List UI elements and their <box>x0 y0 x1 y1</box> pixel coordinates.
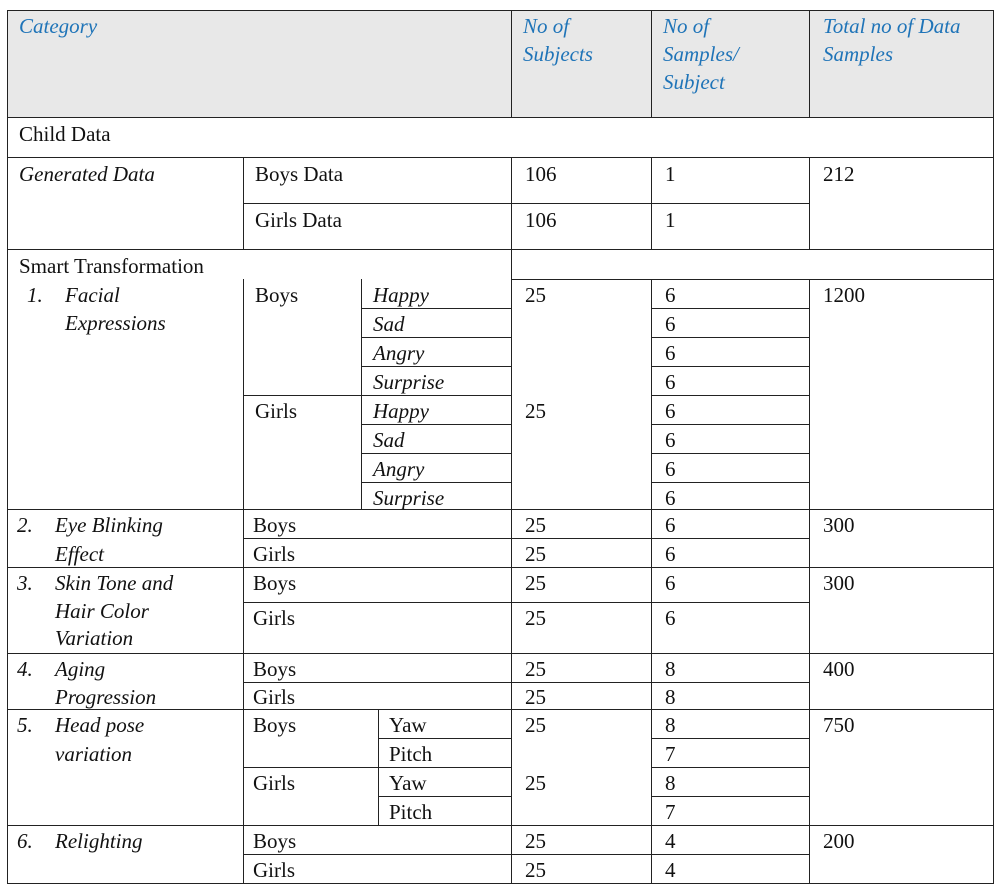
head-pose-gender: Boys <box>253 713 297 737</box>
table-border-top <box>7 10 994 11</box>
generated-subjects: 106 <box>525 208 557 232</box>
aging-name: Progression <box>55 685 157 709</box>
grid-line-v <box>809 10 810 118</box>
generated-samples: 1 <box>665 162 676 186</box>
skin_tone-name: Variation <box>55 626 134 650</box>
grid-line-v <box>511 10 512 118</box>
eye_blinking-gender: Boys <box>253 513 297 537</box>
expression-samples: 6 <box>665 428 676 452</box>
expression-samples: 6 <box>665 399 676 423</box>
pose-samples: 7 <box>665 800 676 824</box>
grid-line-h <box>243 602 810 603</box>
pose-name: Pitch <box>389 742 433 766</box>
head-pose-gender: Girls <box>253 771 295 795</box>
head-pose-number: 5. <box>17 713 33 737</box>
eye_blinking-samples: 6 <box>665 513 676 537</box>
expression-samples: 6 <box>665 283 676 307</box>
facial-name: Facial <box>65 283 120 307</box>
aging-name: Aging <box>55 657 106 681</box>
relighting-subjects: 25 <box>525 858 546 882</box>
head-pose-subjects: 25 <box>525 713 546 737</box>
grid-line-h <box>7 157 994 158</box>
relighting-gender: Girls <box>253 858 295 882</box>
relighting-number: 6. <box>17 829 33 853</box>
expression-name: Sad <box>373 428 405 452</box>
expression-name: Surprise <box>373 370 445 394</box>
expression-name: Angry <box>373 457 425 481</box>
header-subjects: No of <box>523 14 570 38</box>
facial-number: 1. <box>27 283 43 307</box>
aging-samples: 8 <box>665 685 676 709</box>
skin_tone-subjects: 25 <box>525 571 546 595</box>
pose-name: Pitch <box>389 800 433 824</box>
head-pose-total: 750 <box>823 713 855 737</box>
header-total-samples: Samples <box>823 42 893 66</box>
grid-line-h <box>7 653 994 654</box>
grid-line-h <box>243 767 512 768</box>
expression-samples: 6 <box>665 370 676 394</box>
header-subjects: Subjects <box>523 42 593 66</box>
header-samples-per-subject: Subject <box>663 70 725 94</box>
pose-samples: 7 <box>665 742 676 766</box>
grid-line-h <box>7 509 994 510</box>
eye_blinking-subjects: 25 <box>525 542 546 566</box>
head-pose-subjects: 25 <box>525 771 546 795</box>
section-smart-transformation: Smart Transformation <box>19 254 204 278</box>
aging-gender: Girls <box>253 685 295 709</box>
generated-group: Girls Data <box>255 208 342 232</box>
eye_blinking-total: 300 <box>823 513 855 537</box>
grid-line-h <box>511 279 994 280</box>
expression-samples: 6 <box>665 341 676 365</box>
aging-gender: Boys <box>253 657 297 681</box>
grid-line-v <box>243 567 244 654</box>
header-category: Category <box>19 14 98 38</box>
facial-subjects: 25 <box>525 283 546 307</box>
generated-total: 212 <box>823 162 855 186</box>
skin_tone-gender: Boys <box>253 571 297 595</box>
generated-subjects: 106 <box>525 162 557 186</box>
expression-samples: 6 <box>665 312 676 336</box>
facial-name: Expressions <box>65 311 166 335</box>
aging-subjects: 25 <box>525 685 546 709</box>
expression-name: Sad <box>373 312 405 336</box>
eye_blinking-gender: Girls <box>253 542 295 566</box>
skin_tone-total: 300 <box>823 571 855 595</box>
skin_tone-subjects: 25 <box>525 606 546 630</box>
grid-line-h <box>7 117 994 118</box>
pose-samples: 8 <box>665 771 676 795</box>
skin_tone-gender: Girls <box>253 606 295 630</box>
pose-name: Yaw <box>389 771 427 795</box>
pose-samples: 8 <box>665 713 676 737</box>
grid-line-v <box>511 567 512 654</box>
generated-group: Boys Data <box>255 162 344 186</box>
aging-subjects: 25 <box>525 657 546 681</box>
relighting-name: Relighting <box>55 829 143 853</box>
facial-gender: Boys <box>255 283 299 307</box>
header-total-samples: Total no of Data <box>823 14 961 38</box>
eye_blinking-samples: 6 <box>665 542 676 566</box>
pose-name: Yaw <box>389 713 427 737</box>
aging-samples: 8 <box>665 657 676 681</box>
grid-line-v <box>651 567 652 654</box>
aging-number: 4. <box>17 657 33 681</box>
grid-line-v <box>511 249 512 280</box>
expression-name: Angry <box>373 341 425 365</box>
header-samples-per-subject: No of <box>663 14 710 38</box>
relighting-samples: 4 <box>665 829 676 853</box>
eye_blinking-name: Effect <box>55 542 104 566</box>
relighting-samples: 4 <box>665 858 676 882</box>
eye_blinking-subjects: 25 <box>525 513 546 537</box>
table-border-right <box>993 10 994 884</box>
relighting-gender: Boys <box>253 829 297 853</box>
eye_blinking-number: 2. <box>17 513 33 537</box>
grid-line-h <box>7 567 994 568</box>
facial-subjects: 25 <box>525 399 546 423</box>
skin_tone-name: Skin Tone and <box>55 571 174 595</box>
generated-samples: 1 <box>665 208 676 232</box>
relighting-subjects: 25 <box>525 829 546 853</box>
expression-samples: 6 <box>665 457 676 481</box>
relighting-total: 200 <box>823 829 855 853</box>
head-pose-name: variation <box>55 742 132 766</box>
skin_tone-samples: 6 <box>665 606 676 630</box>
eye_blinking-name: Eye Blinking <box>55 513 163 537</box>
expression-samples: 6 <box>665 486 676 510</box>
table-border-bottom <box>7 883 994 884</box>
expression-name: Surprise <box>373 486 445 510</box>
grid-line-v <box>809 567 810 654</box>
expression-name: Happy <box>373 399 429 423</box>
grid-line-h <box>7 249 994 250</box>
table-border-left <box>7 10 8 884</box>
header-samples-per-subject: Samples/ <box>663 42 739 66</box>
grid-line-h <box>7 825 994 826</box>
section-child-data: Child Data <box>19 122 111 146</box>
head-pose-name: Head pose <box>55 713 145 737</box>
skin_tone-number: 3. <box>17 571 33 595</box>
generated-data-label: Generated Data <box>19 162 155 186</box>
facial-gender: Girls <box>255 399 297 423</box>
grid-line-v <box>651 10 652 118</box>
skin_tone-name: Hair Color <box>55 599 149 623</box>
expression-name: Happy <box>373 283 429 307</box>
grid-line-h <box>243 203 810 204</box>
aging-total: 400 <box>823 657 855 681</box>
skin_tone-samples: 6 <box>665 571 676 595</box>
facial-total: 1200 <box>823 283 865 307</box>
